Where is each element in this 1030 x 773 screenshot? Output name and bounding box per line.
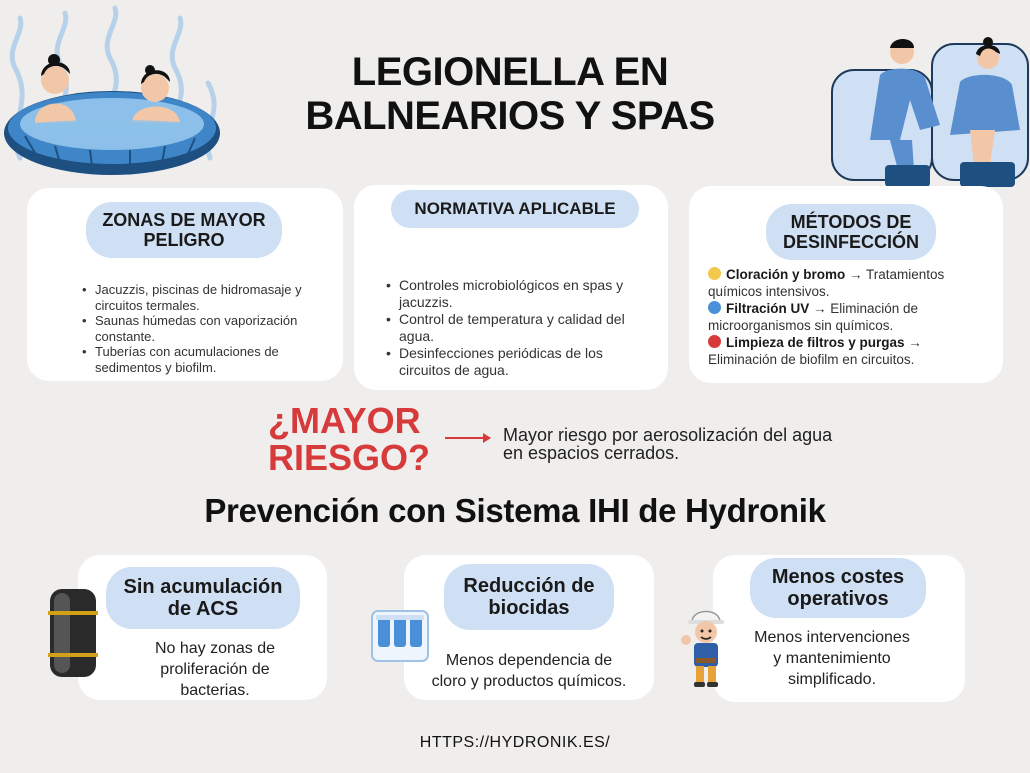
metodo-limpieza (708, 334, 993, 368)
risk-description (503, 426, 903, 462)
metodo-filtracion (708, 300, 993, 334)
list-item: • Desinfecciones periódicas de los circuitos de agua. (383, 345, 653, 379)
menos-costes-text (731, 627, 933, 690)
list-item: • Controles microbiológicos en spas y jacuzzis. (383, 277, 653, 311)
blue-dot-icon (708, 301, 721, 314)
benefit-text-line-3: bacterias. (180, 682, 250, 699)
benefit-heading-line-1: Menos costes (771, 566, 905, 588)
page-title (250, 50, 770, 138)
zonas-heading-line-2: PELIGRO (143, 230, 225, 250)
benefit-text-line-3: simplificado. (787, 671, 877, 688)
title-line-1: LEGIONELLA EN (351, 50, 669, 94)
card-normativa (354, 185, 668, 390)
metodo-bold: Cloración y bromo (726, 267, 846, 282)
risk-line-2: RIESGO? (268, 437, 431, 478)
metodos-heading (766, 204, 936, 260)
prevention-title: Prevención con Sistema IHI de Hydronik (204, 492, 826, 529)
metodo-cloracion (708, 266, 993, 300)
normativa-list (383, 277, 653, 379)
water-tank-icon (44, 583, 102, 683)
benefit-heading-line-2: biocidas (488, 597, 570, 619)
list-item: • Control de temperatura y calidad del agua. (383, 311, 653, 345)
metodos-heading-line-2: DESINFECCIÓN (782, 232, 919, 252)
benefit-text-line-1: Menos intervenciones (754, 629, 910, 646)
list-item: • Tuberías con acumulaciones de sedimentos y biofilm. (79, 344, 329, 375)
benefit-text-line-2: y mantenimiento (773, 650, 891, 667)
benefit-text-line-2: proliferación de (160, 661, 270, 678)
reduccion-biocidas-heading (444, 564, 614, 630)
sin-acumulacion-heading (106, 567, 300, 629)
zonas-heading (86, 202, 282, 258)
red-dot-icon (708, 335, 721, 348)
sin-acumulacion-text (115, 638, 315, 701)
reduccion-biocidas-text (404, 650, 654, 692)
metodos-heading-line-1: MÉTODOS DE (790, 212, 912, 232)
hot-tub-illustration (0, 8, 230, 188)
benefit-heading-line-1: Sin acumulación (123, 576, 283, 598)
list-item: • Saunas húmedas con vaporización constante. (79, 313, 329, 344)
metodo-bold: Limpieza de filtros y purgas (726, 335, 905, 350)
mayor-riesgo-heading (268, 402, 430, 476)
metodo-text: → Eliminación de biofilm en circuitos. (708, 335, 922, 367)
right-arrow-icon (445, 437, 490, 439)
title-line-2: BALNEARIOS Y SPAS (305, 94, 715, 138)
normativa-heading: NORMATIVA APLICABLE (391, 190, 639, 228)
card-zonas-peligro (27, 188, 343, 381)
benefit-text-line-1: Menos dependencia de (445, 652, 613, 669)
yellow-dot-icon (708, 267, 721, 280)
benefit-heading-line-2: de ACS (167, 598, 239, 620)
worker-icon (678, 600, 734, 690)
metodo-text: → Tratamientos químicos intensivos. (708, 267, 945, 299)
zonas-heading-line-1: ZONAS DE MAYOR (102, 210, 266, 230)
benefit-heading-line-1: Reducción de (463, 575, 595, 597)
benefit-heading-line-2: operativos (787, 588, 889, 610)
footer-url-link[interactable]: HTTPS://HYDRONIK.ES/ (419, 734, 611, 751)
benefit-text-line-1: No hay zonas de (154, 640, 276, 657)
list-item: • Jacuzzis, piscinas de hidromasaje y circuitos termales. (79, 282, 329, 313)
metodos-list (708, 266, 993, 368)
risk-line-1: ¿MAYOR (268, 400, 421, 441)
menos-costes-heading (750, 558, 926, 618)
benefit-text-line-2: cloro y productos químicos. (431, 673, 627, 690)
risk-text-line-2: en espacios cerrados. (503, 443, 680, 463)
metodo-text: → Eliminación de microorganismos sin químicos. (708, 301, 919, 333)
spa-robes-illustration (830, 30, 1030, 190)
zonas-list (79, 282, 329, 375)
metodo-bold: Filtración UV (726, 301, 810, 316)
risk-text-line-1: Mayor riesgo por aerosolización del agua (503, 425, 833, 445)
